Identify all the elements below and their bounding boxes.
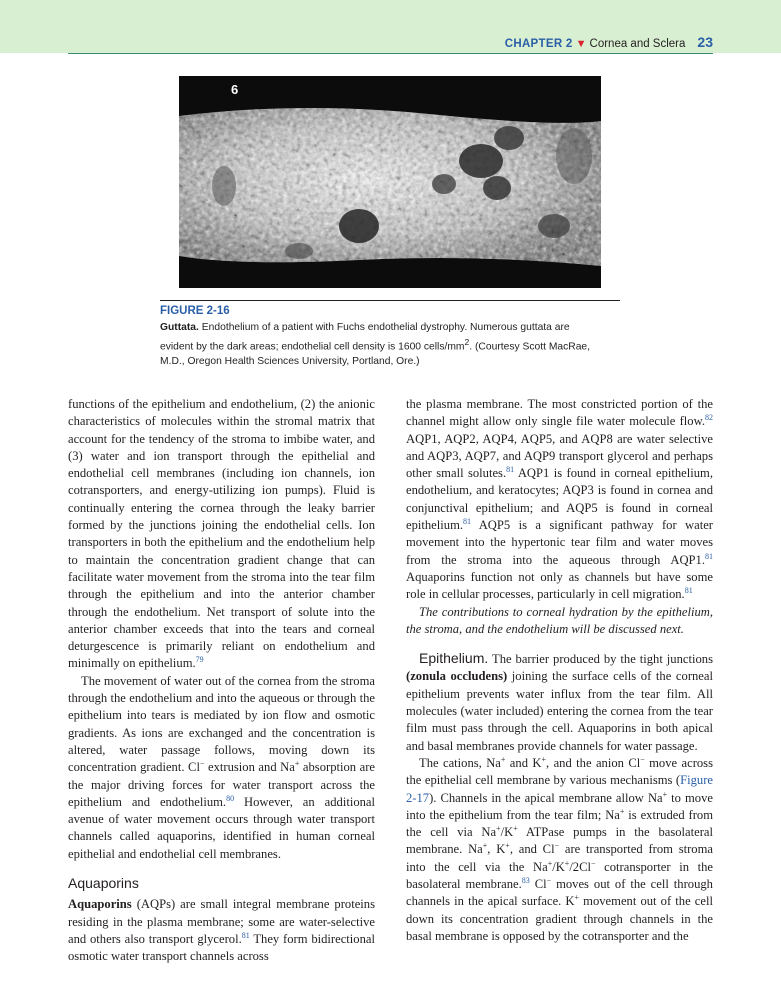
reference-link[interactable]: 81 [506, 465, 515, 474]
superscript: − [199, 759, 205, 769]
text-run: AQP1, AQP2, AQP4, AQP5, and AQP8 are water selective and AQP3, AQP7, and AQP9 transport glycerol and perhaps other small solutes. [406, 431, 713, 481]
left-column [68, 396, 375, 966]
figure-caption [160, 320, 600, 369]
right-paragraph-3 [406, 650, 713, 755]
reference-link[interactable]: 83 [521, 875, 530, 885]
text-run: movement out of the cell down its concentration gradient through channels in the basal membrane is opposed by the cotransporter and the [406, 894, 713, 943]
text-run: , and the anion Cl [546, 755, 641, 770]
reference-link[interactable]: 81 [705, 551, 713, 561]
superscript: + [619, 806, 625, 816]
superscript: + [294, 759, 300, 769]
right-paragraph-1 [406, 396, 713, 604]
caption-text: Endothelium of a patient with Fuchs endothelial dystrophy. Numerous guttata are evident by the dark areas; endothelial cell density is 1600 cells/mm [160, 322, 570, 353]
left-paragraph-2 [68, 673, 375, 863]
superscript: + [500, 754, 506, 764]
text-run: extrusion and Na [204, 760, 295, 775]
superscript: − [640, 754, 645, 764]
superscript: − [546, 875, 552, 885]
text-run: absorption are the major driving forces for water transport across the epithelium and endothelium. [68, 760, 376, 809]
section-heading: Aquaporins [68, 875, 139, 892]
image-marker: 6 [231, 82, 239, 97]
text-run: The movement of water out of the cornea from the stroma through the endothelium and into the aqueous or through the epithelium into tears is mediated by ion flow and osmotic gradients. As ions are exchanged and the concentration is altered, water passage follows, moving down its concentration gradient. Cl [68, 673, 375, 775]
caption-credit: . (Courtesy Scott MacRae, M.D., Oregon Health Sciences University, Portland, Ore.) [160, 341, 591, 368]
text-run: Cl [529, 877, 547, 892]
run-in-heading: Epithelium. [419, 650, 489, 667]
right-paragraph-2: The contributions to corneal hydration by the epithelium, the stroma, and the endothelium will be discussed next. [406, 604, 713, 636]
text-run: /K [552, 859, 565, 874]
bold-term: Aquaporins [68, 897, 132, 912]
text-run: The barrier produced by the tight junctions [488, 652, 713, 667]
left-paragraph-3 [68, 896, 375, 965]
text-run: joining the surface cells of the corneal epithelium prevents water influx from the tear film. All molecules (water included) entering the cornea from the tear film must pass through the cell. Aquaporins in both apical and basal membranes provide channels for water passage. [406, 669, 713, 753]
text-run: the plasma membrane. The most constricted portion of the channel might allow only single file water molecule flow. [406, 397, 713, 429]
text-run: They form bidirectional osmotic water transport channels across [68, 931, 375, 964]
text-run: functions of the epithelium and endothelium, (2) the anionic characteristics of molecules within the stromal matrix that account for the tendency of the stroma to imbibe water, and (3) water and ion transport through the epithelial and endothelial cell membranes (including ion channels, ion cotransporters, and energy-utilizing ion pumps). Fluid is continually entering the cornea through the leaky barrier formed by the junctions joining the endothelial cells. Ion transporters in both the epithelium and the endothelium help to maintain the concentration gradient change that can facilitate water movement from the stroma into the tear film through the epithelium and into the anterior chamber through the endothelium. Net transport of solute into the anterior chamber exceeds that into the tears and corneal deturgescence is primarily reliant on endothelium and minimally on epithelium. [68, 397, 375, 671]
reference-link[interactable]: 81 [463, 516, 472, 526]
text-run: move across the epithelial cell membrane by various mechanisms ( [406, 755, 713, 788]
superscript: + [547, 858, 553, 868]
reference-link[interactable]: 79 [195, 655, 204, 665]
text-run: However, an additional avenue of water movement occurs through water transport channels called aquaporins, identified in human corneal epithelial and endothelial cell membranes. [68, 794, 376, 861]
superscript: + [513, 823, 518, 833]
superscript: + [574, 893, 580, 903]
text-run: /K [500, 825, 514, 840]
reference-link[interactable]: 81 [241, 930, 250, 940]
superscript: + [662, 789, 668, 799]
text-run: Aquaporins function not only as channels but have some role in cellular processes, particularly in cell migration. [406, 569, 713, 602]
figure-label: FIGURE 2-16 [160, 305, 230, 317]
text-run: AQP1 is found in corneal epithelium, endothelium, and keratocytes; AQP3 is found in cornea and conjunctival epithelium; and AQP5 is found in corneal epithelium. [406, 466, 713, 533]
micrograph-image [179, 76, 601, 288]
right-column [406, 396, 713, 945]
superscript: + [541, 754, 547, 764]
bold-term: (zonula occludens) [406, 669, 508, 684]
superscript: − [591, 858, 596, 868]
page-number: 23 [697, 34, 713, 50]
reference-link[interactable]: 82 [705, 413, 713, 423]
reference-link[interactable]: 80 [226, 793, 235, 803]
reference-link[interactable]: 81 [684, 586, 693, 596]
text-run: ATPase pumps in the basolateral membrane. Na [406, 825, 713, 857]
text-run: , and Cl [509, 842, 555, 857]
caption-superscript: 2 [464, 337, 470, 347]
right-paragraph-4 [406, 755, 713, 945]
text-run: moves out of the cell through channels in the apical surface. K [406, 877, 713, 909]
caption-title: Guttata. [160, 322, 199, 333]
figure-link[interactable]: Figure 2-17 [406, 773, 713, 805]
micrograph-svg [179, 76, 601, 288]
triangle-icon: ▼ [575, 38, 587, 50]
text-run: /2Cl [569, 859, 592, 874]
text-run: are transported from stroma into the cell via the Na [406, 842, 713, 874]
text-run: , K [487, 842, 506, 857]
running-head [505, 34, 713, 50]
text-run: ). Channels in the apical membrane allow Na [429, 790, 663, 805]
header-rule [68, 53, 713, 54]
text-run: and K [505, 755, 542, 770]
section-title: Cornea and Sclera [589, 38, 686, 50]
figure-rule [160, 300, 620, 301]
superscript: − [554, 841, 560, 851]
text-run: (AQPs) are small integral membrane proteins residing in the plasma membrane; some are water-selective and others also transport glycerol. [68, 897, 375, 946]
superscript: + [496, 823, 501, 833]
text-run: AQP5 is a significant pathway for water movement into the hypertonic tear film and water moves from the stroma into the aqueous through AQP1. [406, 518, 713, 567]
text-run: to move into the epithelium from the tear film; Na [406, 790, 713, 822]
superscript: + [482, 841, 488, 851]
left-paragraph-1 [68, 396, 375, 673]
superscript: + [564, 858, 570, 868]
text-run: is extruded from the cell via Na [406, 807, 713, 840]
superscript: + [505, 841, 510, 851]
chapter-label: CHAPTER 2 [504, 38, 573, 50]
text-run: cotransporter in the basolateral membrane. [406, 859, 713, 892]
text-run: The cations, Na [419, 755, 501, 770]
